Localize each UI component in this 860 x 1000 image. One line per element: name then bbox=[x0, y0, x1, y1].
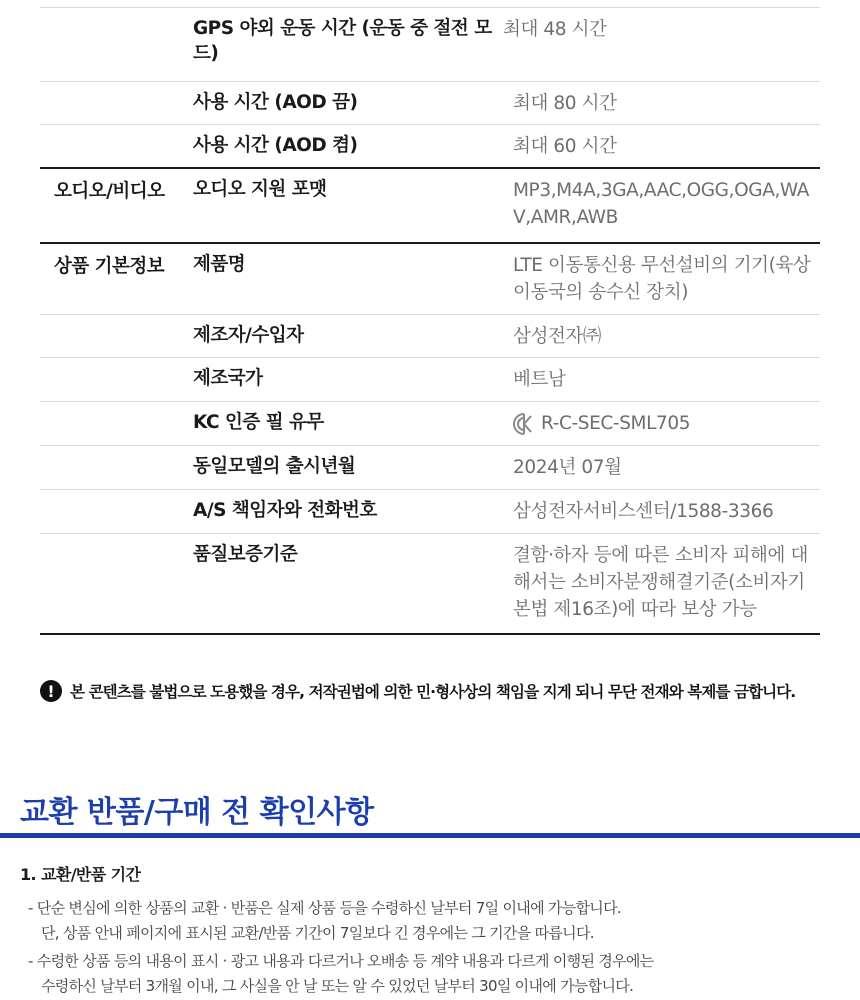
spec-category bbox=[40, 125, 193, 167]
spec-item-label: 동일모델의 출시년월 bbox=[193, 456, 356, 477]
spec-row bbox=[40, 7, 820, 81]
bullet-line: 수령하신 날부터 3개월 이내, 그 사실을 안 날 또는 알 수 있었던 날부터 30일 이내에 가능합니다. bbox=[41, 977, 634, 995]
spec-category: 상품 기본정보 bbox=[54, 256, 165, 277]
spec-item-value: 삼성전자㈜ bbox=[513, 326, 601, 347]
spec-item-label: 제품명 bbox=[193, 254, 246, 275]
kc-cert-number: R-C-SEC-SML705 bbox=[541, 413, 691, 434]
list-item bbox=[28, 896, 848, 946]
spec-table bbox=[40, 0, 820, 635]
bullet-line: 단, 상품 안내 페이지에 표시된 교환/반품 기간이 7일보다 긴 경우에는 그 기간을 따릅니다. bbox=[41, 924, 594, 942]
spec-row bbox=[40, 242, 820, 314]
spec-row bbox=[40, 445, 820, 489]
spec-row bbox=[40, 489, 820, 533]
spec-item-label: A/S 책임자와 전화번호 bbox=[193, 500, 377, 521]
spec-item-label: KC 인증 필 유무 bbox=[193, 412, 324, 433]
list-item bbox=[28, 949, 848, 999]
spec-category bbox=[40, 8, 193, 81]
spec-row bbox=[40, 401, 820, 445]
spec-category bbox=[40, 402, 193, 445]
bullet-line: - 단순 변심에 의한 상품의 교환 · 반품은 실제 상품 등을 수령하신 날부터 7일 이내에 가능합니다. bbox=[28, 899, 621, 917]
spec-category bbox=[40, 82, 193, 124]
spec-row bbox=[40, 314, 820, 357]
spec-category bbox=[40, 490, 193, 533]
spec-item-label: 사용 시간 (AOD 켬) bbox=[193, 135, 358, 156]
spec-item-label: GPS 야외 운동 시간 (운동 중 절전 모드) bbox=[193, 18, 492, 64]
spec-item-value: 삼성전자서비스센터/1588-3366 bbox=[513, 501, 774, 522]
section-divider bbox=[0, 833, 860, 838]
spec-category: 오디오/비디오 bbox=[54, 181, 165, 202]
spec-item-value: MP3,M4A,3GA,AAC,OGG,OGA,WAV,AMR,AWB bbox=[513, 180, 810, 228]
copyright-notice bbox=[40, 680, 830, 702]
spec-item-value: LTE 이동통신용 무선설비의 기기(육상이동국의 송수신 장치) bbox=[513, 255, 811, 303]
bullet-line: - 수령한 상품 등의 내용이 표시 · 광고 내용과 다르거나 오배송 등 계약 내용과 다르게 이행된 경우에는 bbox=[28, 952, 654, 970]
spec-row bbox=[40, 124, 820, 167]
spec-item-value: 2024년 07월 bbox=[513, 457, 622, 478]
exchange-period-title: 1. 교환/반품 기간 bbox=[20, 865, 141, 884]
kc-mark-icon bbox=[513, 412, 535, 436]
spec-row bbox=[40, 167, 820, 242]
spec-item-value: 최대 80 시간 bbox=[513, 93, 617, 114]
spec-item-label: 사용 시간 (AOD 끔) bbox=[193, 92, 358, 113]
exchange-bullets bbox=[28, 896, 848, 1000]
spec-row bbox=[40, 357, 820, 401]
exclamation-circle-icon: ! bbox=[40, 680, 62, 702]
spec-item-value: 최대 48 시간 bbox=[503, 19, 607, 40]
spec-row bbox=[40, 533, 820, 633]
spec-item-label: 제조자/수입자 bbox=[193, 325, 304, 346]
spec-item-value: 베트남 bbox=[513, 369, 566, 390]
spec-item-value: 결함·하자 등에 따른 소비자 피해에 대해서는 소비자분쟁해결기준(소비자기본법 제16조)에 따라 보상 가능 bbox=[513, 545, 808, 620]
section-title: 교환 반품/구매 전 확인사항 bbox=[20, 795, 374, 830]
spec-row bbox=[40, 81, 820, 124]
spec-category bbox=[40, 315, 193, 357]
spec-category bbox=[40, 446, 193, 489]
notice-text: 본 콘텐츠를 불법으로 도용했을 경우, 저작권법에 의한 민·형사상의 책임을 지게 되니 무단 전재와 복제를 금합니다. bbox=[70, 683, 796, 701]
spec-category bbox=[40, 534, 193, 633]
spec-item-value: 최대 60 시간 bbox=[513, 136, 617, 157]
spec-category bbox=[40, 358, 193, 401]
spec-item-label: 품질보증기준 bbox=[193, 544, 298, 565]
spec-item-value bbox=[513, 402, 820, 445]
spec-item-label: 제조국가 bbox=[193, 368, 263, 389]
spec-item-label: 오디오 지원 포맷 bbox=[193, 179, 327, 200]
